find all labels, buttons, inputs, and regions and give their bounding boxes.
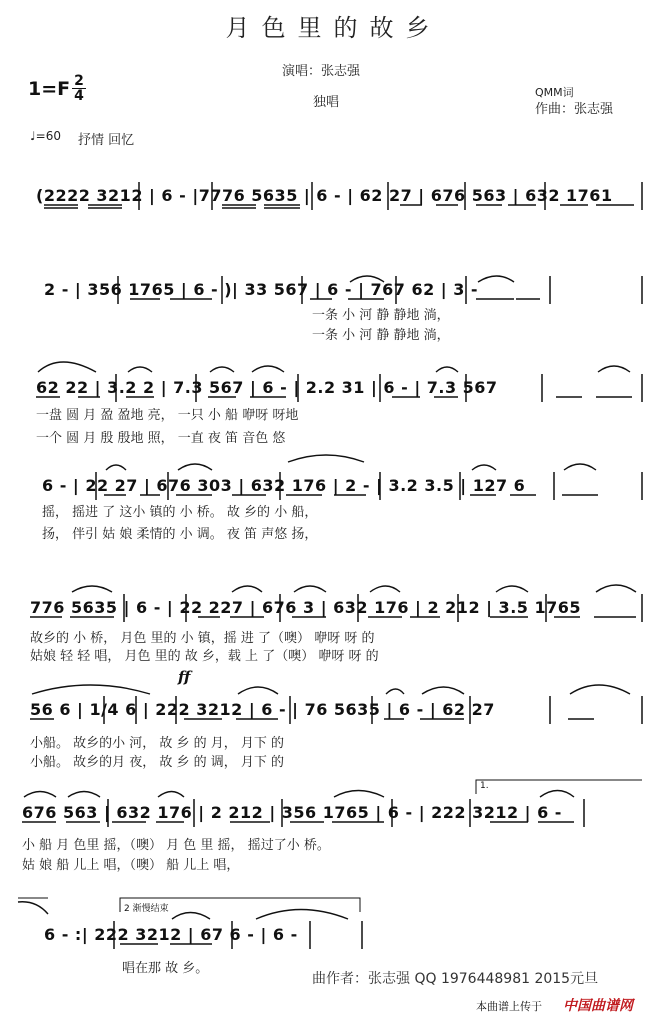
notation-row-3: 62 22 | 3.2 2 | 7.3 567 | 6 - | 2.2 31 | 6 - | 7.3 567 [36, 378, 498, 397]
lyric-row-4-verse-1: 摇， 摇进 了 这小 镇的 小 桥。 故 乡的 小 船， [42, 505, 318, 520]
lyric-row-2-verse-1: 一条 小 河 静 静地 淌， [312, 308, 450, 323]
volta-2-label: 2 渐慢结束 [124, 904, 169, 914]
time-sig-denominator: 4 [74, 88, 84, 104]
lyric-row-6-verse-2: 小船。 故乡的月 夜， 故 乡 的 调， 月下 的 [30, 755, 285, 770]
lyric-row-5-verse-2: 姑娘 轻 轻 唱， 月色 里的 故 乡，载 上 了（噢） 咿呀 呀 的 [30, 649, 379, 664]
notation-row-6: 56 6 | 1/4 6 | 222 3212 | 6 - | 76 5635 | 6 - | 62 27 [30, 700, 495, 719]
mood-mark: 抒情 回忆 [78, 133, 135, 148]
upload-note: 本曲谱上传于 [476, 1000, 542, 1013]
notation-row-8: 6 - :| 222 3212 | 67 6 - | 6 - [44, 925, 298, 944]
song-title: 月色里的故乡 [225, 14, 442, 42]
lyric-row-5-verse-1: 故乡的 小 桥， 月色 里的 小 镇，摇 进 了（噢） 咿呀 呀 的 [30, 631, 375, 646]
lyric-row-3-verse-1: 一盘 圆 月 盈 盈地 亮， 一只 小 船 咿呀 呀地 [36, 408, 299, 423]
time-sig-numerator: 2 [72, 74, 86, 89]
lyric-row-2-verse-2: 一条 小 河 静 静地 淌， [312, 328, 450, 343]
dynamic-fortissimo: ff [178, 668, 191, 686]
notation-row-2: 2 - | 356 1765 | 6 - )| 33 567 | 6 - | 767 62 | 3 - [44, 280, 479, 299]
notation-row-7: 676 563 | 632 176 | 2 212 | 356 1765 | 6 - | 222 3212 | 6 - [22, 803, 562, 822]
tempo-mark: ♩=60 [30, 129, 61, 143]
singer-credit: 演唱：张志强 [282, 64, 361, 79]
lyric-row-4-verse-2: 扬， 伴引 姑 娘 柔情的 小 调。 夜 笛 声悠 扬， [42, 527, 318, 542]
lyric-row-6-verse-1: 小船。 故乡的小 河， 故 乡 的 月， 月下 的 [30, 736, 285, 751]
lyric-row-3-verse-2: 一个 圆 月 殷 殷地 照， 一直 夜 笛 音色 悠 [36, 431, 286, 446]
site-logo: 中国曲谱网 [563, 998, 633, 1014]
lyric-row-8: 唱在那 故 乡。 [122, 961, 209, 976]
notation-row-1: (2222 3212 | 6 - |7776 5635 | 6 - | 62 27 | 676 563 | 632 1761 [36, 186, 613, 205]
performance-form: 独唱 [313, 95, 340, 110]
composer-footer: 曲作者：张志强 QQ 1976448981 2015元旦 [312, 971, 599, 987]
lyricist-credit: QMM词 [535, 86, 574, 99]
notation-row-5: 776 5635 | 6 - | 22 227 | 676 3 | 632 176 | 2 212 | 3.5 1765 [30, 598, 581, 617]
volta-1-label: 1. [480, 781, 489, 791]
lyric-row-7-verse-2: 姑 娘 船 儿上 唱，（噢） 船 儿上 唱， [22, 858, 240, 873]
lyric-row-7-verse-1: 小 船 月 色里 摇，（噢） 月 色 里 摇， 摇过了小 桥。 [22, 838, 330, 853]
key-signature: 1=F [28, 78, 71, 100]
notation-row-4: 6 - | 22 27 | 676 303 | 632 176 | 2 - | 3.2 3.5 | 127 6 [42, 476, 526, 495]
composer-credit: 作曲：张志强 [535, 102, 614, 117]
